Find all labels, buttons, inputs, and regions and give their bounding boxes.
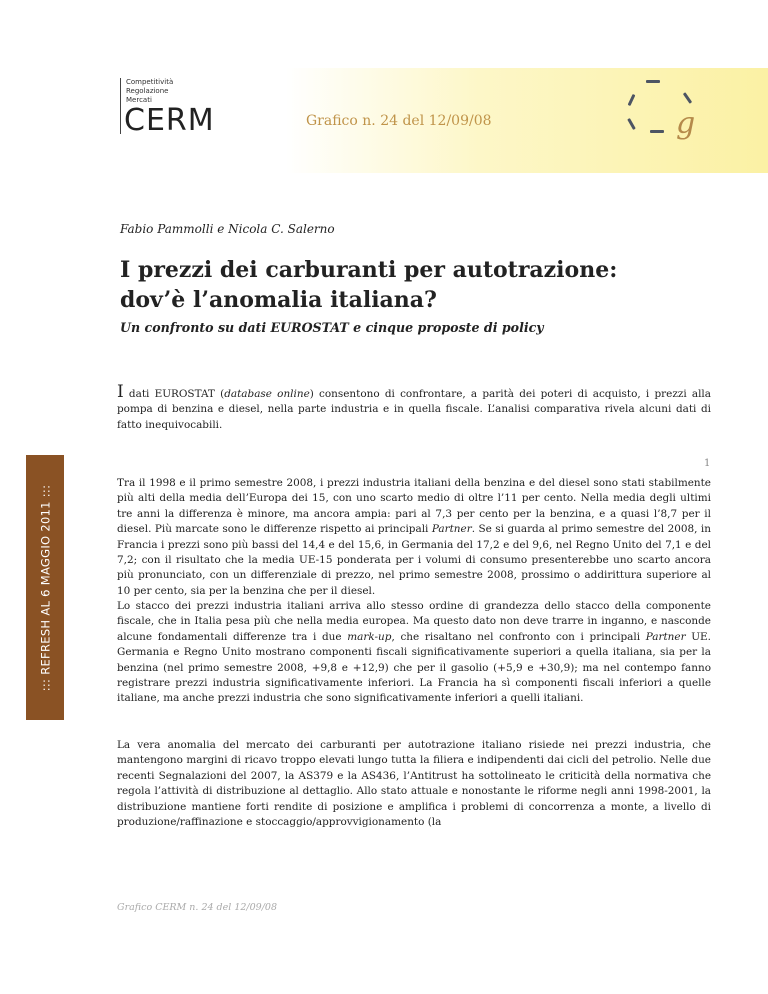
refresh-side-text-wrap xyxy=(26,455,64,720)
paragraph-1-text-b: ) consentono di confrontare, a parità dei poteri di acquisto, i prezzi alla pompa di benzina e diesel, nella parte industria e in quella fiscale. L’analisi comparativa rivela alcuni dati di fatto inequivocabili. xyxy=(117,388,711,431)
paragraph-1 xyxy=(117,382,711,433)
paragraph-2-em: Partner xyxy=(431,523,472,536)
logo-rule xyxy=(120,78,121,134)
logo-tagline-line3: Mercati xyxy=(126,96,152,104)
logo-brand: CERM xyxy=(124,103,215,138)
grafico-label: Grafico n. 24 del 12/09/08 xyxy=(306,113,492,129)
paragraph-3-em-2: Partner xyxy=(645,630,686,643)
refresh-side-text: ::: REFRESH AL 6 MAGGIO 2011 ::: xyxy=(38,484,53,691)
paragraph-3-text-b: , che risaltano nel confronto con i principali xyxy=(391,630,646,643)
footer: Grafico CERM n. 24 del 12/09/08 xyxy=(117,902,277,913)
article-title: I prezzi dei carburanti per autotrazione: dov’è l’anomalia italiana? xyxy=(120,257,618,313)
paragraph-3 xyxy=(117,599,711,707)
paragraph-2-text-b: . Se si guarda al primo semestre del 2008, in Francia i prezzi sono più bassi del 14,4 e del 15,6, in Germania del 17,2 e del 9,6, nel Regno Unito del 7,1 e del 7,2; con il risultato che la media UE-15 ponderata per i volumi di consumo presenterebbe uno scarto ancora più pronunciato, con un differenziale di prezzo, nel primo semestre 2008, prossimo o addirittura superiore al 10 per cento, sia per la benzina che per il diesel. xyxy=(117,523,711,597)
paragraph-1-em: database online xyxy=(224,388,310,400)
paragraph-3-text-a: Lo stacco dei prezzi industria italiani arriva allo stesso ordine di grandezza dello stacco della componente fiscale, che in Italia pesa più che nella media europea. Ma questo dato non deve trarre in inganno, e nasconde alcune fondamentali differenze tra i due xyxy=(117,600,711,643)
logo-tagline xyxy=(126,78,173,105)
paragraph-1-text-a: dati EUROSTAT ( xyxy=(123,388,225,400)
article-subtitle: Un confronto su dati EUROSTAT e cinque proposte di policy xyxy=(120,320,544,335)
g-mark-letter: g xyxy=(676,106,696,141)
logo-tagline-line1: Competitività xyxy=(126,78,174,86)
paragraph-4: La vera anomalia del mercato dei carburanti per autotrazione italiano risiede nei prezzi industria, che mantengono margini di ricavo troppo elevati lungo tutta la filiera e indipendenti dai cicli del petrolio. Nelle due recenti Segnalazioni del 2007, la AS379 e la AS436, l’Antitrust ha sottolineato le criticità della normativa che regola l’attività di distribuzione al dettaglio. Allo stato attuale e nonostante le riforme negli anni 1998-2001, la distribuzione mantiene forti rendite di posizione e amplifica i problemi di concorrenza a monte, a livello di produzione/raffinazione e stoccaggio/approvvigionamento (la xyxy=(117,739,711,829)
authors: Fabio Pammolli e Nicola C. Salerno xyxy=(120,222,335,236)
paragraph-3-text-c: UE. Germania e Regno Unito mostrano componenti fiscali significativamente superiori a quella italiana, sia per la benzina (nel primo semestre 2008, +9,8 e +12,9) che per il gasolio (+5,9 e +30,9); ma nel contempo fanno registrare prezzi industria significativamente inferiori. La Francia ha sì componenti fiscali inferiori a quelle italiane, ma anche prezzi industria che sono significativamente inferiori a quelli italiani. xyxy=(117,630,711,705)
logo-tagline-line2: Regolazione xyxy=(126,87,169,95)
paragraph-2-text-a: Tra il 1998 e il primo semestre 2008, i prezzi industria italiani della benzina e del diesel sono stati stabilmente più alti della media dell’Europa dei 15, con uno scarto medio di oltre l’11 per cento. Nella media degli ultimi tre anni la differenza è minore, ma ancora ampia: pari al 7,3 per cento per la benzina, e a quasi l’8,7 per il diesel. Più marcate sono le differenze rispetto ai principali xyxy=(117,477,711,536)
paragraph-2 xyxy=(117,476,711,599)
drop-cap: I xyxy=(117,382,124,402)
page-number: 1 xyxy=(704,458,711,469)
cerm-g-mark-icon xyxy=(628,78,698,158)
paragraph-3-em-1: mark-up xyxy=(347,630,392,643)
